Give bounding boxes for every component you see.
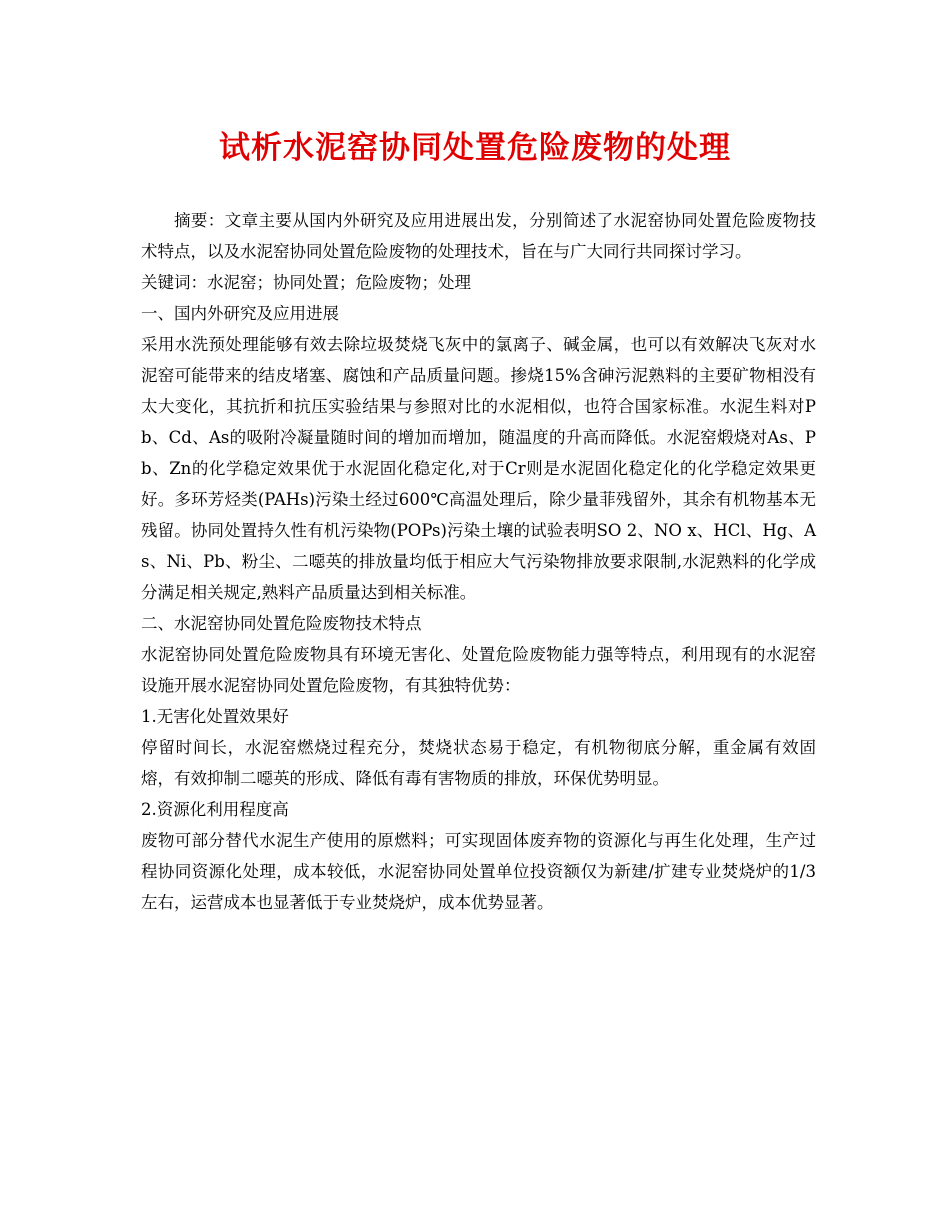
document-body: [141, 205, 816, 918]
document-title: 试析水泥窑协同处置危险废物的处理: [219, 130, 731, 166]
body-paragraph-harmless: 停留时间长，水泥窑燃烧过程充分，焚烧状态易于稳定，有机物彻底分解，重金属有效固熔，有效抑制二噁英的形成、降低有毒有害物质的排放，环保优势明显。: [141, 738, 816, 788]
body-paragraph-resource: 废物可部分替代水泥生产使用的原燃料；可实现固体废弃物的资源化与再生化处理，生产过程协同资源化处理，成本较低，水泥窑协同处置单位投资额仅为新建/扩建专业焚烧炉的1/3左右，运营成本也显著低于专业焚烧炉，成本优势显著。: [141, 831, 816, 912]
subheading-harmless: 1.无害化处置效果好: [141, 707, 289, 726]
abstract-paragraph: 摘要：文章主要从国内外研究及应用进展出发，分别简述了水泥窑协同处置危险废物技术特点，以及水泥窑协同处置危险废物的处理技术，旨在与广大同行共同探讨学习。: [141, 211, 816, 261]
body-paragraph-research: 采用水洗预处理能够有效去除垃圾焚烧飞灰中的氯离子、碱金属，也可以有效解决飞灰对水泥窑可能带来的结皮堵塞、腐蚀和产品质量问题。掺烧15%含砷污泥熟料的主要矿物相没有太大变化，其抗折和抗压实验结果与参照对比的水泥相似，也符合国家标准。水泥生料对Pb、Cd、As的吸附冷凝量随时间的增加而增加，随温度的升高而降低。水泥窑煅烧对As、Pb、Zn的化学稳定效果优于水泥固化稳定化,对于Cr则是水泥固化稳定化的化学稳定效果更好。多环芳烃类(PAHs)污染土经过600℃高温处理后，除少量菲残留外，其余有机物基本无残留。协同处置持久性有机污染物(POPs)污染土壤的试验表明SO 2、NO x、HCl、Hg、As、Ni、Pb、粉尘、二噁英的排放量均低于相应大气污染物排放要求限制,水泥熟料的化学成分满足相关规定,熟料产品质量达到相关标准。: [141, 335, 816, 602]
section-heading-1: 一、国内外研究及应用进展: [141, 304, 339, 323]
keywords-line: 关键词：水泥窑；协同处置；危险废物；处理: [141, 273, 471, 292]
body-paragraph-features: 水泥窑协同处置危险废物具有环境无害化、处置危险废物能力强等特点，利用现有的水泥窑设施开展水泥窑协同处置危险废物，有其独特优势：: [141, 645, 816, 695]
subheading-resource: 2.资源化利用程度高: [141, 800, 289, 819]
section-heading-2: 二、水泥窑协同处置危险废物技术特点: [141, 614, 422, 633]
